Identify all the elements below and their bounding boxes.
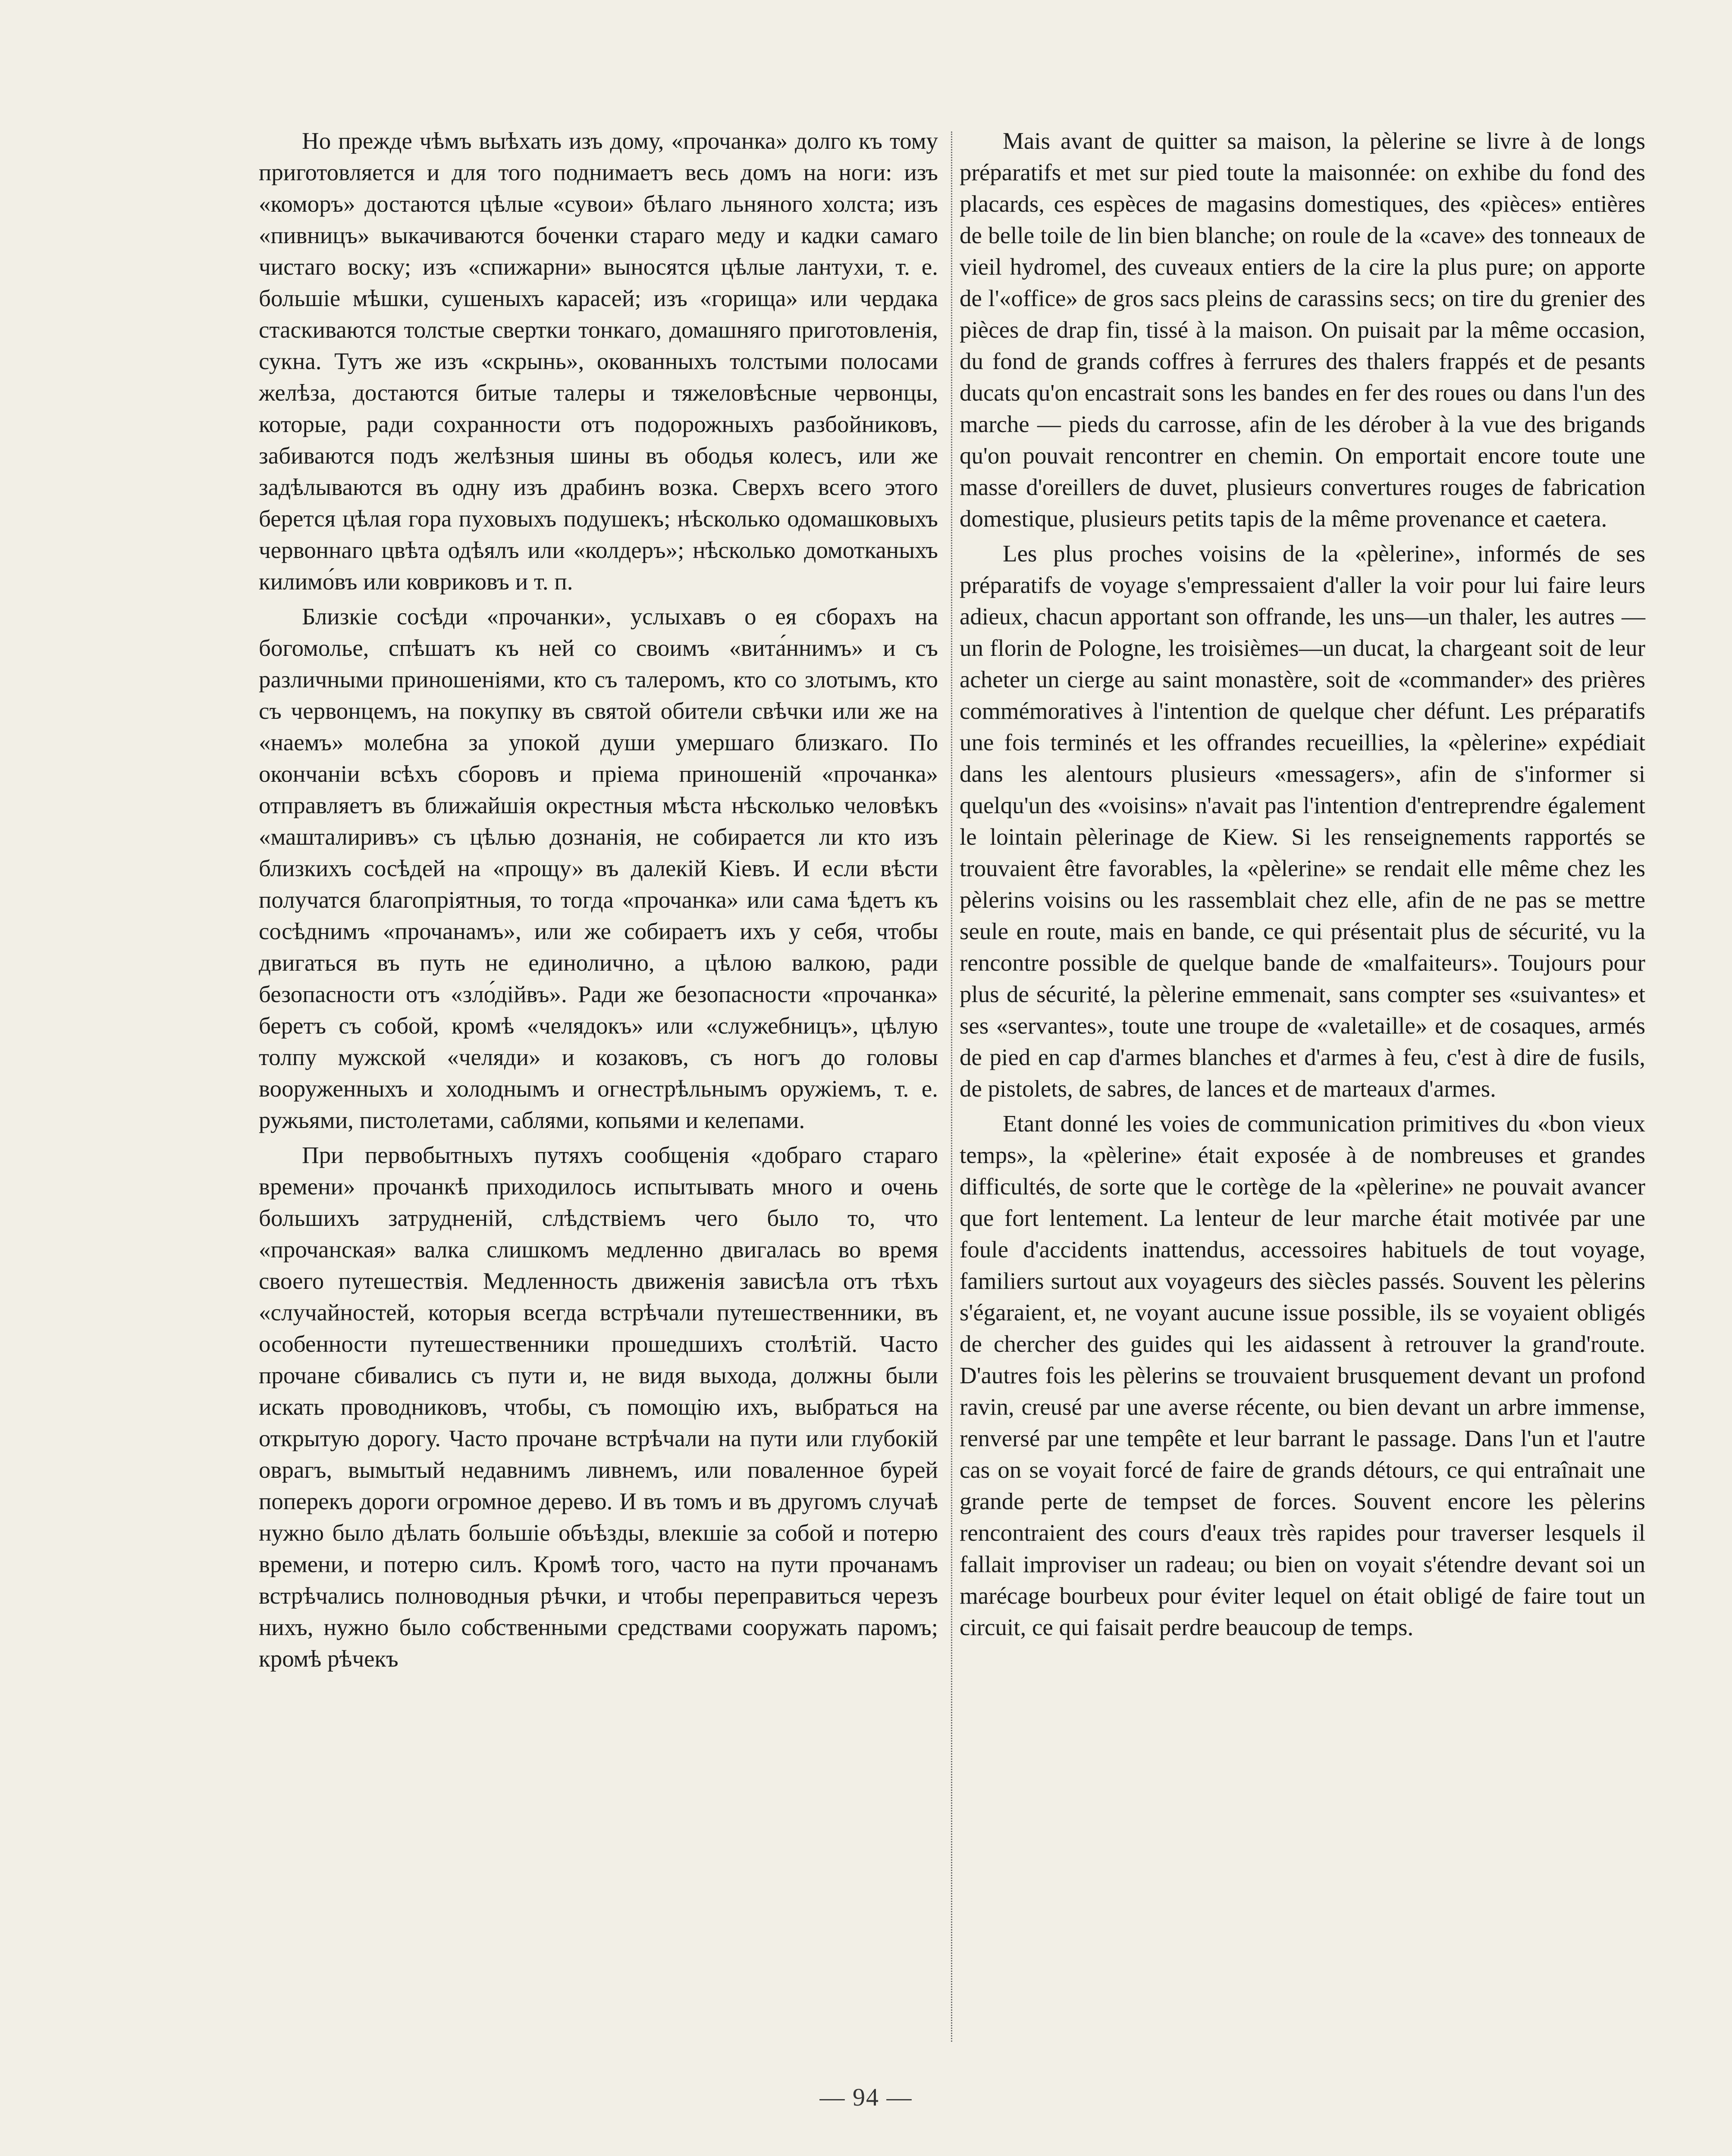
russian-text-column — [259, 125, 938, 1674]
french-paragraph-1: Mais avant de quitter sa maison, la pèlerine se livre à de longs préparatifs et met sur pied toute la maisonnée: on exhibe du fond des placards, ces espèces de magasins domestiques, des «pièces» entières de belle toile de lin bien blanche; on roule de la «cave» des tonneaux de vieil hydromel, des cuveaux entiers de la cire la plus pure; on apporte de l'«office» de gros sacs pleins de carassins secs; on tire du grenier des pièces de drap fin, tissé à la maison. On puisait par la même occasion, du fond de grands coffres à ferrures des thalers frappés et de pesants ducats qu'on encastrait sons les bandes en fer des roues ou dans l'un des marche — pieds du carrosse, afin de les dérober à la vue des brigands qu'on pouvait rencontrer en chemin. On emportait encore toute une masse d'oreillers de duvet, plusieurs convertures rouges de fabrication domestique, plusieurs petits tapis de la même provenance et caetera. — [960, 128, 1645, 532]
page-number: — 94 — — [819, 2083, 913, 2111]
french-text-column — [960, 125, 1645, 1643]
french-paragraph-2: Les plus proches voisins de la «pèlerine», informés de ses préparatifs de voyage s'empressaient d'aller la voir pour lui faire leurs adieux, chacun apportant son offrande, les uns—un thaler, les autres — un florin de Pologne, les troisièmes—un ducat, la chargeant soit de leur acheter un cierge au saint monastère, soit de «commander» des prières commémoratives à l'intention de quelque cher défunt. Les préparatifs une fois terminés et les offrandes recueillies, la «pèlerine» expédiait dans les alentours plusieurs «messagers», afin de s'informer si quelqu'un des «voisins» n'avait pas l'intention d'entreprendre également le lointain pèlerinage de Kiew. Si les renseignements rapportés se trouvaient être favorables, la «pèlerine» se rendait elle même chez les pèlerins voisins ou les rassemblait chez elle, afin de ne pas se mettre seule en route, mais en bande, ce qui présentait plus de sécurité, vu la rencontre possible de quelque bande de «malfaiteurs». Toujours pour plus de sécurité, la pèlerine emmenait, sans compter ses «suivantes» et ses «servantes», toute une troupe de «valetaille» et de cosaques, armés de pied en cap d'armes blanches et d'armes à feu, c'est à dire de fusils, de pistolets, de sabres, de lances et de marteaux d'armes. — [960, 540, 1645, 1102]
column-divider — [951, 132, 952, 2042]
french-paragraph-3: Etant donné les voies de communication primitives du «bon vieux temps», la «pèlerine» était exposée à de nombreuses et grandes difficultés, de sorte que le cortège de la «pèlerine» ne pouvait avancer que fort lentement. La lenteur de leur marche était motivée par une foule d'accidents inattendus, accessoires habituels de tout voyage, familiers surtout aux voyageurs des siècles passés. Souvent les pèlerins s'égaraient, et, ne voyant aucune issue possible, ils se voyaient obligés de chercher des guides qui les aidassent à retrouver la grand'route. D'autres fois les pèlerins se trouvaient brusquement devant un profond ravin, creusé par une averse récente, ou bien devant un arbre immense, renversé par une tempête et leur barrant le passage. Dans l'un et l'autre cas on se voyait forcé de faire de grands détours, ce qui entraînait une grande perte de tempset de forces. Souvent encore les pèlerins rencontraient des cours d'eaux très rapides pour traverser lesquels il fallait improviser un radeau; ou bien on voyait s'étendre devant soi un marécage bourbeux pour éviter lequel on était obligé de faire tout un circuit, ce qui faisait perdre beaucoup de temps. — [960, 1110, 1645, 1640]
russian-paragraph-3: При первобытныхъ путяхъ сообщенія «добраго стараго времени» прочанкѣ приходилось испытывать много и очень большихъ затрудненій, слѣдствіемъ чего было то, что «прочанская» валка слишкомъ медленно двигалась во время своего путешествія. Медленность движенія зависѣла отъ тѣхъ «случайностей, которыя всегда встрѣчали путешественники, въ особенности путешественники прошедшихъ столѣтій. Часто прочане сбивались съ пути и, не видя выхода, должны были искать проводниковъ, чтобы, съ помощію ихъ, выбраться на открытую дорогу. Часто прочане встрѣчали на пути или глубокій оврагъ, вымытый недавнимъ ливнемъ, или поваленное бурей поперекъ дороги огромное дерево. И въ томъ и въ другомъ случаѣ нужно было дѣлать большіе объѣзды, влекшіе за собой и потерю времени, и потерю силъ. Кромѣ того, часто на пути прочанамъ встрѣчались полноводныя рѣчки, и чтобы переправиться черезъ нихъ, нужно было собственными средствами сооружать паромъ; кромѣ рѣчекъ — [259, 1142, 938, 1672]
russian-paragraph-2: Близкіе сосѣди «прочанки», услыхавъ о ея сборахъ на богомолье, спѣшатъ къ ней со своимъ «вита́ннимъ» и съ различными приношеніями, кто съ талеромъ, кто со злотымъ, кто съ червонцемъ, на покупку въ святой обители свѣчки или же на «наемъ» молебна за упокой души умершаго близкаго. По окончаніи всѣхъ сборовъ и пріема приношеній «прочанка» отправляетъ въ ближайшія окрестныя мѣста нѣсколько человѣкъ «машталиривъ» съ цѣлью дознанія, не собирается ли кто изъ близкихъ сосѣдей на «прощу» въ далекій Кіевъ. И если вѣсти получатся благопріятныя, то тогда «прочанка» или сама ѣдетъ къ сосѣднимъ «прочанамъ», или же собираетъ ихъ у себя, чтобы двигаться въ путь не единолично, а цѣлою валкою, ради безопасности отъ «зло́дійвъ». Ради же безопасности «прочанка» беретъ съ собой, кромѣ «челядокъ» или «служебницъ», цѣлую толпу мужской «челяди» и козаковъ, съ ногъ до головы вооруженныхъ и холоднымъ и огнестрѣльнымъ оружіемъ, т. е. ружьями, пистолетами, саблями, копьями и келепами. — [259, 603, 938, 1133]
russian-paragraph-1: Но прежде чѣмъ выѣхать изъ дому, «прочанка» долго къ тому приготовляется и для того поднимаетъ весь домъ на ноги: изъ «коморъ» достаются цѣлые «сувои» бѣлаго льняного холста; изъ «пивницъ» выкачиваются боченки стараго меду и кадки самаго чистаго воску; изъ «спижарни» выносятся цѣлые лантухи, т. е. большіе мѣшки, сушеныхъ карасей; изъ «горища» или чердака стаскиваются толстые свертки тонкаго, домашняго приготовленія, сукна. Тутъ же изъ «скрынь», окованныхъ толстыми полосами желѣза, достаются битые талеры и тяжеловѣсные червонцы, которые, ради сохранности отъ подорожныхъ разбойниковъ, забиваются подъ желѣзныя шины въ ободья колесъ, или же задѣлываются въ одну изъ драбинъ возка. Сверхъ всего этого берется цѣлая гора пуховыхъ подушекъ; нѣсколько одомашковыхъ червоннаго цвѣта одѣялъ или «колдеръ»; нѣсколько домотканыхъ килимо́въ или ковриковъ и т. п. — [259, 128, 938, 595]
